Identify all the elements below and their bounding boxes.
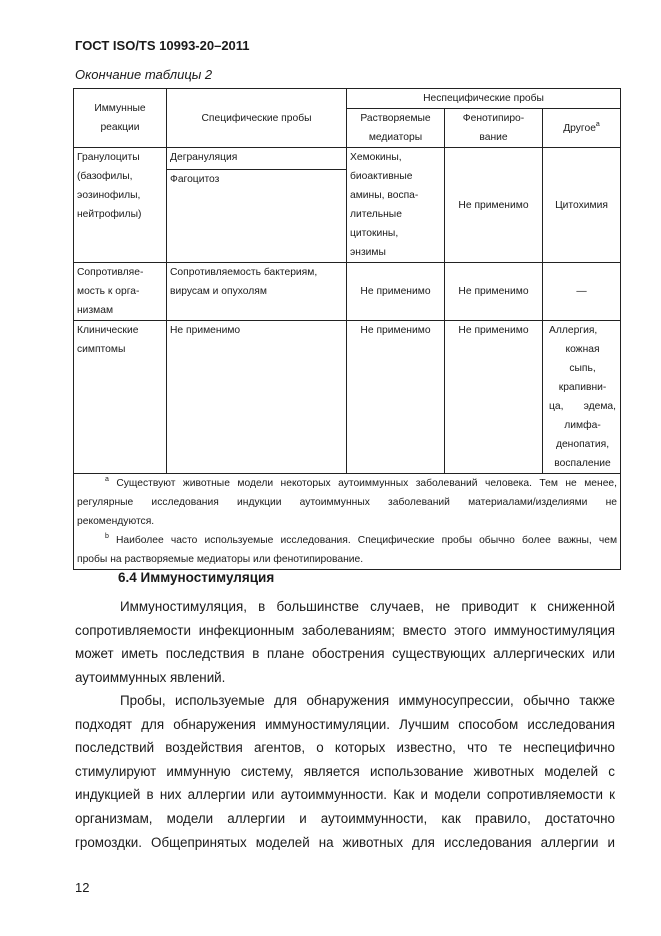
cell-specific: Сопротивляемость бактериям, вирусам и опухолям [167,263,347,321]
head-soluble-mediators: Растворяемые медиаторы [347,109,445,148]
cell-specific: Фагоцитоз [167,170,347,263]
head-phenotyping: Фенотипиро- вание [445,109,543,148]
cell-mediators: Не применимо [347,321,445,474]
head-nonspecific-tests: Неспецифические пробы [347,89,621,109]
cell-specific: Дегрануляция [167,148,347,170]
cell-mediators: Не применимо [347,263,445,321]
table-caption: Окончание таблицы 2 [75,67,213,82]
cell-other: Цитохимия [543,148,621,263]
cell-mediators: Хемокины, биоактивные амины, воспа- лительные цитокины, энзимы [347,148,445,263]
table-footnotes: $^а$ Существуют животные модели некоторых аутоиммунных заболеваний человека. Тем не менее, регулярные исследования индукции аутоиммунных заболеваний материалами/изделиями не рекомендуются. $^b$ Наиболее часто используемые исследования. Специфические пробы обычно более важны, чем пробы на растворяемые медиаторы или фенотипирование. [74,474,621,570]
immune-tests-table [73,88,621,570]
cell-phenotyping: Не применимо [445,148,543,263]
head-immune-reactions: Иммунные реакции [74,89,167,148]
document-header: ГОСТ ISO/TS 10993-20–2011 [75,38,250,53]
table-row [74,321,621,474]
cell-reaction: Клинические симптомы [74,321,167,474]
footnote-marker-a: а [105,476,109,483]
cell-reaction: Гранулоциты (базофилы, эозинофилы, нейтрофилы) [74,148,167,263]
cell-other: — [543,263,621,321]
head-other: Другое$^а$ [543,109,621,148]
table-row [74,148,621,170]
table-head-row [74,89,621,109]
table-row [74,263,621,321]
section-heading: 6.4 Иммуностимуляция [118,570,275,585]
cell-reaction: Сопротивляе- мость к орга- низмам [74,263,167,321]
paragraph-2: Пробы, используемые для обнаружения иммуносупрессии, обычно также подходят для обнаружения иммуностимуляции. Лучшим способом исследования последствий воздействия агентов, о которых известно, что те неспецифично стимулируют иммунную систему, является использование животных моделей с индукцией в них аллергии или аутоиммунности. Как и модели сопротивляемости к организмам, модели аллергии и аутоиммунности, как правило, достаточно громоздки. Общепринятых моделей на животных для исследования аллергии и [75,693,615,850]
cell-phenotyping: Не применимо [445,321,543,474]
page-number: 12 [75,880,90,895]
footnote-marker-a: а [595,120,600,128]
cell-specific: Не применимо [167,321,347,474]
cell-phenotyping: Не применимо [445,263,543,321]
paragraph-1: Иммуностимуляция, в большинстве случаев, не приводит к сниженной сопротивляемости инфекционным заболеваниям; вместо этого иммуностимуляция может иметь последствия в плане обострения существующих аллергических или аутоиммунных явлений. [75,599,615,685]
footnote-marker-b: b [105,533,109,540]
cell-other: Аллергия, кожная сыпь, крапивни- ца, эдема, лимфа- денопатия, воспаление [543,321,621,474]
head-specific-tests: Специфические пробы [167,89,347,148]
table-footnotes-row [74,474,621,570]
